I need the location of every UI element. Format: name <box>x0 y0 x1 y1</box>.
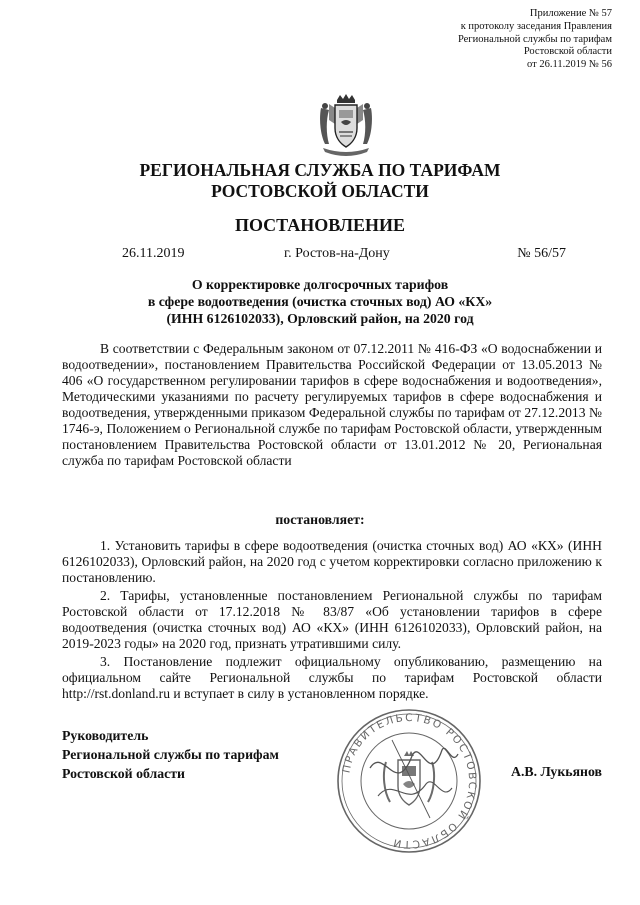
subject-line: в сфере водоотведения (очистка сточных вод) АО «КХ» <box>147 294 493 309</box>
official-seal-icon <box>334 706 484 856</box>
organization-title-line: РЕГИОНАЛЬНАЯ СЛУЖБА ПО ТАРИФАМ <box>139 160 501 180</box>
preamble-paragraph: В соответствии с Федеральным законом от 07.12.2011 № 416-ФЗ «О водоснабжении и водоотведении», постановлением Правительства Российской Федерации от 13.05.2013 № 406 «О государственном регулировании тарифов в сфере водоснабжения и водоотведения», Методическими указаниями по расчету регулируемых тарифов в сфере водоснабжения и водоотведения, утвержденными приказом Федеральной службы по тарифам от 27.12.2013 № 1746-э, Положением о Региональной службе по тарифам Ростовской области, утвержденным постановлением Правительства Ростовской области от 13.01.2012 № 20, Региональная служба по тарифам Ростовской области <box>62 341 602 468</box>
decision-items <box>62 538 602 704</box>
appendix-line: Региональной службы по тарифам <box>457 33 612 45</box>
appendix-line: Приложение № 57 <box>529 8 612 19</box>
signer-name: А.В. Лукьянов <box>510 764 602 779</box>
decision-item: 1. Установить тарифы в сфере водоотведения (очистка сточных вод) АО «КХ» (ИНН 6126102033), Орловский район, на 2020 год с учетом корректировки согласно приложению к постановлению. <box>62 538 602 585</box>
document-type: ПОСТАНОВЛЕНИЕ <box>234 215 406 235</box>
appendix-line: Ростовской области <box>523 46 612 58</box>
subject-line: О корректировке долгосрочных тарифов <box>191 277 449 292</box>
signer-title-line: Региональной службы по тарифам <box>62 747 279 762</box>
appendix-note <box>372 8 612 72</box>
subject-line: (ИНН 6126102033), Орловский район, на 2020 год <box>166 311 474 326</box>
signer-title-line: Ростовской области <box>62 766 186 781</box>
document-meta <box>122 246 566 264</box>
decision-item: 2. Тарифы, установленные постановлением Региональной службы по тарифам Ростовской области от 17.12.2018 № 83/87 «Об установлении тарифов в сфере водоотведения (очистка сточных вод) АО «КХ» (ИНН 6126102033), Орловский район, на 2019-2023 годы» на 2020 год, признать утратившими силу. <box>62 588 602 651</box>
document-date: 26.11.2019 <box>122 246 185 261</box>
signature-block <box>62 726 279 783</box>
signer-title-line: Руководитель <box>62 728 149 743</box>
document-city: г. Ростов-на-Дону <box>284 246 390 261</box>
document-subject <box>0 276 640 327</box>
organization-title-line: РОСТОВСКОЙ ОБЛАСТИ <box>211 181 429 201</box>
appendix-line: к протоколу заседания Правления <box>460 20 612 32</box>
document-number: № 56/57 <box>517 246 566 261</box>
seal-ring-text: ПРАВИТЕЛЬСТВО РОСТОВСКОЙ ОБЛАСТИ <box>340 711 479 851</box>
decision-item: 3. Постановление подлежит официальному опубликованию, размещению на официальном сайте Региональной службы по тарифам Ростовской области http://rst.donland.ru и вступает в силу в установленном порядке. <box>62 654 602 701</box>
appendix-line: от 26.11.2019 № 56 <box>527 59 612 71</box>
decision-heading: постановляет: <box>275 512 365 527</box>
coat-of-arms-icon <box>317 94 375 158</box>
organization-title <box>0 160 640 202</box>
